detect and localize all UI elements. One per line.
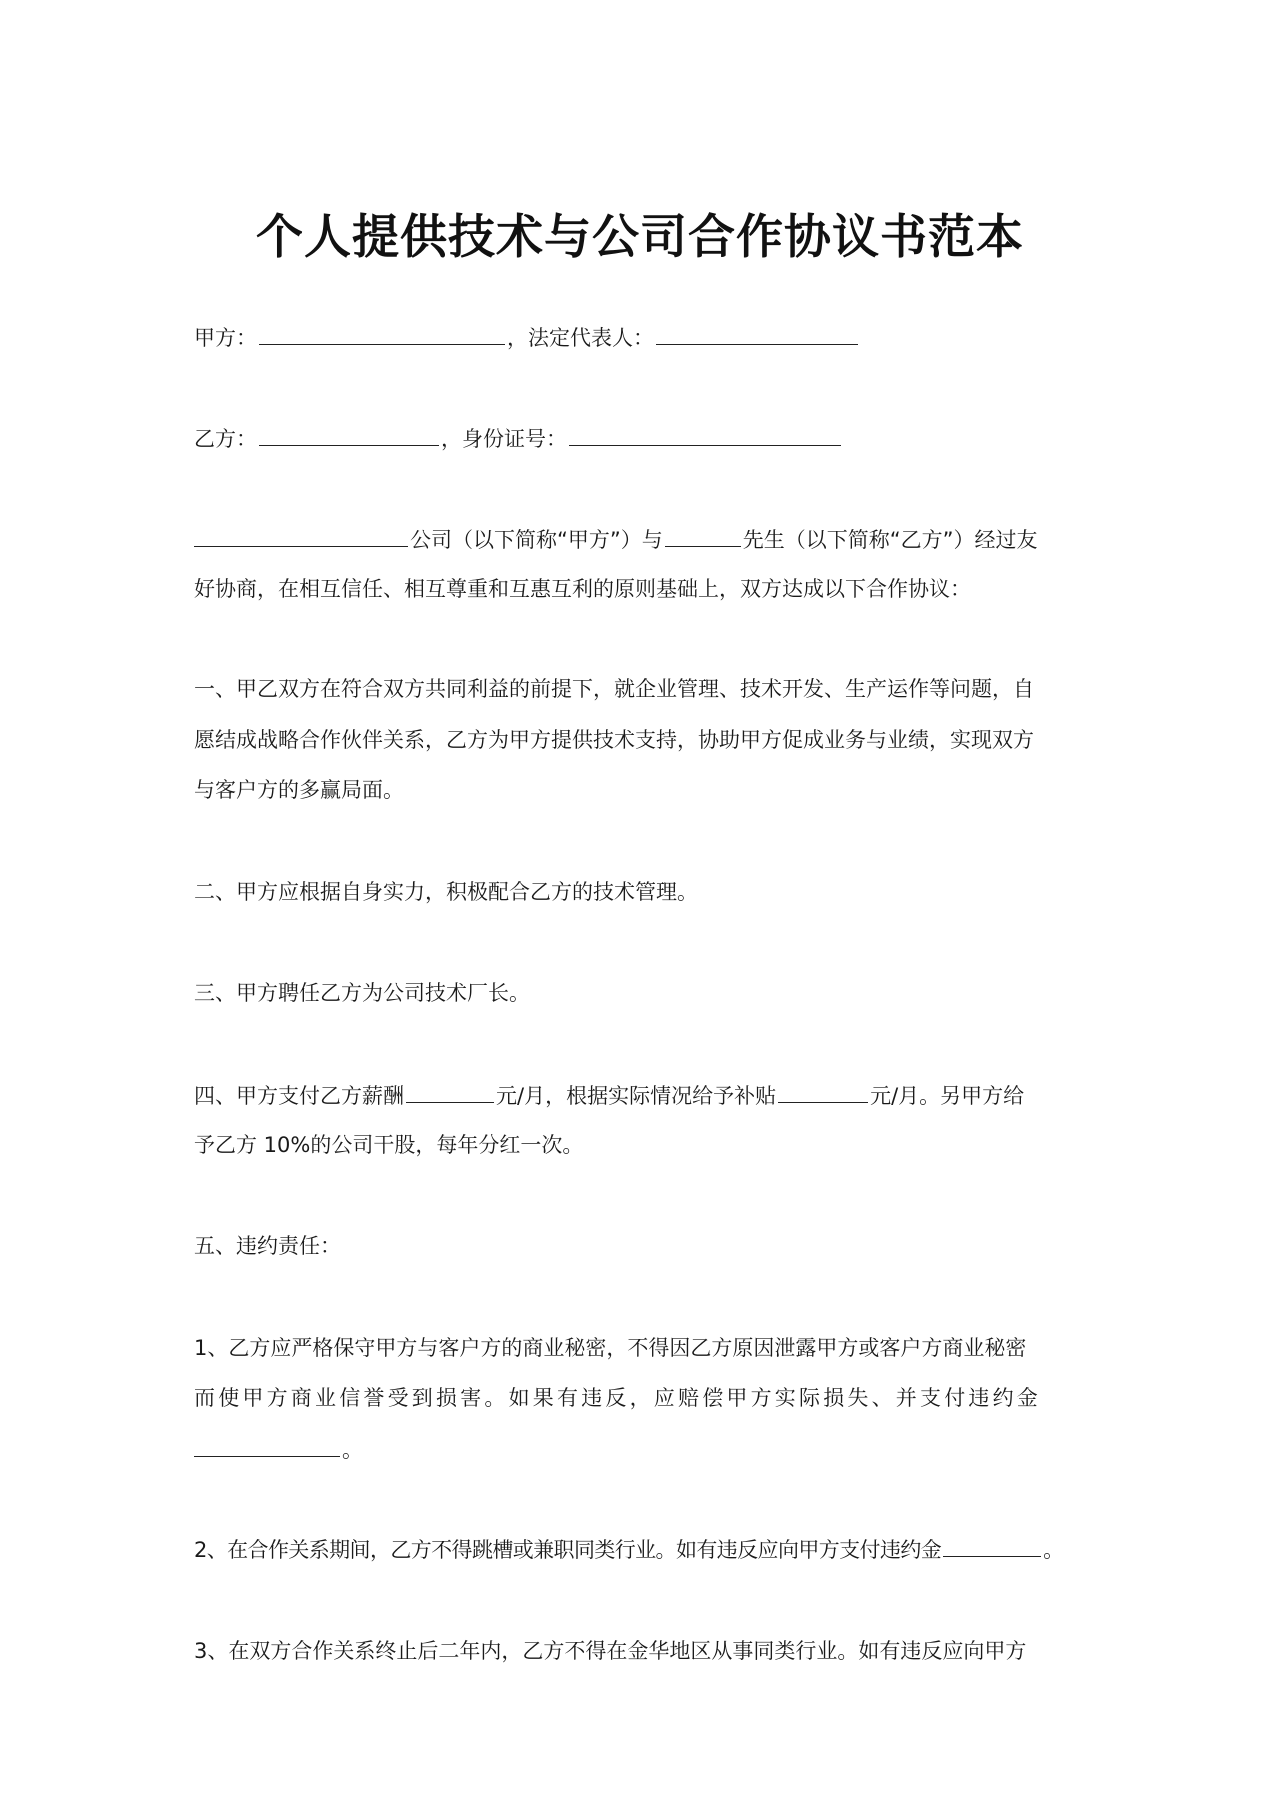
clause-5-2-end: 。 [1043,1538,1064,1562]
clause-4-text-b: 元/月，根据实际情况给予补贴 [496,1084,777,1108]
party-b-label: 乙方： [194,427,257,451]
party-a-rep-blank[interactable] [656,322,858,345]
clause-4-line-1 [194,1080,1024,1111]
mr-name-blank[interactable] [665,524,741,547]
clause-5-2-text: 2、在合作关系期间，乙方不得跳槽或兼职同类行业。如有违反应向甲方支付违约金 [194,1538,942,1562]
clause-4-text-c: 元/月。另甲方给 [870,1084,1025,1108]
penalty-2-blank[interactable] [943,1534,1041,1557]
party-b-id-label: ，身份证号： [441,427,567,451]
clause-5-3-line-1: 3、在双方合作关系终止后二年内，乙方不得在金华地区从事同类行业。如有违反应向甲方 [194,1639,1027,1663]
party-b-id-blank[interactable] [569,423,841,446]
salary-blank[interactable] [406,1080,494,1103]
clause-4-line-2: 予乙方 10%的公司干股，每年分红一次。 [194,1133,584,1157]
party-a-name-blank[interactable] [259,322,505,345]
page-title: 个人提供技术与公司合作协议书范本 [256,210,1024,265]
intro-text-b: 先生（以下简称“乙方”）经过友 [742,528,1038,552]
intro-line-2: 好协商，在相互信任、相互尊重和互惠互利的原则基础上，双方达成以下合作协议： [194,577,971,601]
party-a-line [194,322,860,353]
clause-1-line-3: 与客户方的多赢局面。 [194,778,404,802]
clause-2: 二、甲方应根据自身实力，积极配合乙方的技术管理。 [194,880,698,904]
party-b-line [194,423,843,454]
clause-5-1-line-1: 1、乙方应严格保守甲方与客户方的商业秘密，不得因乙方原因泄露甲方或客户方商业秘密 [194,1336,1027,1360]
party-a-rep-label: ，法定代表人： [507,326,654,350]
clause-1-line-2: 愿结成战略合作伙伴关系，乙方为甲方提供技术支持，协助甲方促成业务与业绩，实现双方 [194,728,1034,752]
clause-5-heading: 五、违约责任： [194,1234,341,1258]
clause-3: 三、甲方聘任乙方为公司技术厂长。 [194,981,530,1005]
intro-text-a: 公司（以下简称“甲方”）与 [410,528,663,552]
subsidy-blank[interactable] [778,1080,868,1103]
clause-5-2 [194,1534,1064,1565]
intro-line-1 [194,524,1038,555]
clause-5-1-end: 。 [342,1438,363,1462]
clause-1-line-1: 一、甲乙双方在符合双方共同利益的前提下，就企业管理、技术开发、生产运作等问题，自 [194,677,1034,701]
party-a-label: 甲方： [194,326,257,350]
party-b-name-blank[interactable] [259,423,439,446]
company-name-blank[interactable] [194,524,408,547]
penalty-1-blank[interactable] [194,1434,340,1457]
clause-5-1-line-3 [194,1434,363,1465]
clause-5-1-line-2: 而使甲方商业信誉受到损害。如果有违反，应赔偿甲方实际损失、并支付违约金 [194,1386,1041,1410]
clause-4-text-a: 四、甲方支付乙方薪酬 [194,1084,404,1108]
